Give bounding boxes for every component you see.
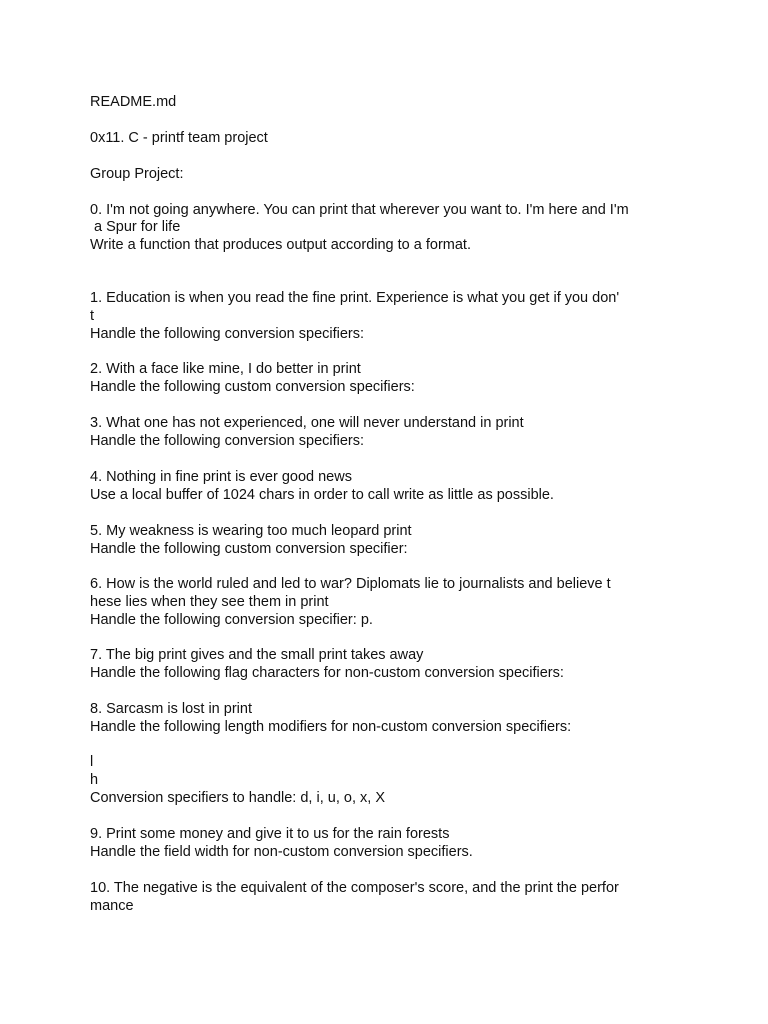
project-type: Group Project: [90, 166, 184, 182]
task-10-title: 10. The negative is the equivalent of the composer's score, and the print the perfor [90, 880, 619, 896]
task-2-title: 2. With a face like mine, I do better in print [90, 361, 361, 377]
task-0-description: Write a function that produces output according to a format. [90, 237, 471, 253]
task-9-description: Handle the field width for non-custom conversion specifiers. [90, 844, 473, 860]
length-modifier-h: h [90, 772, 99, 788]
task-1-title: 1. Education is when you read the fine print. Experience is what you get if you don' [90, 290, 620, 306]
task-1-description: Handle the following conversion specifiers: [90, 326, 365, 342]
task-4-title: 4. Nothing in fine print is ever good news [90, 469, 352, 485]
task-4-description: Use a local buffer of 1024 chars in order to call write as little as possible. [90, 487, 554, 503]
task-5-description: Handle the following custom conversion specifier: [90, 541, 408, 557]
task-10-title-cont: mance [90, 898, 134, 914]
task-3-description: Handle the following conversion specifiers: [90, 433, 365, 449]
task-0-title-cont: a Spur for life [90, 219, 181, 235]
project-title: 0x11. C - printf team project [90, 130, 268, 146]
length-modifier-l: l [90, 754, 94, 770]
task-8-specifiers: Conversion specifiers to handle: d, i, u, o, x, X [90, 790, 385, 806]
task-9-title: 9. Print some money and give it to us for the rain forests [90, 826, 450, 842]
task-5-title: 5. My weakness is wearing too much leopard print [90, 523, 412, 539]
task-7-title: 7. The big print gives and the small print takes away [90, 647, 424, 663]
task-7-description: Handle the following flag characters for non-custom conversion specifiers: [90, 665, 564, 681]
task-6-title: 6. How is the world ruled and led to war? Diplomats lie to journalists and believe t [90, 576, 611, 592]
task-6-description: Handle the following conversion specifier: p. [90, 612, 373, 628]
task-2-description: Handle the following custom conversion specifiers: [90, 379, 415, 395]
task-1-title-cont: t [90, 308, 95, 324]
task-8-description: Handle the following length modifiers for non-custom conversion specifiers: [90, 719, 572, 735]
task-8-title: 8. Sarcasm is lost in print [90, 701, 252, 717]
task-3-title: 3. What one has not experienced, one will never understand in print [90, 415, 524, 431]
task-0-title: 0. I'm not going anywhere. You can print that wherever you want to. I'm here and I'm [90, 202, 629, 218]
task-6-title-cont: hese lies when they see them in print [90, 594, 329, 610]
readme-filename: README.md [90, 94, 177, 110]
